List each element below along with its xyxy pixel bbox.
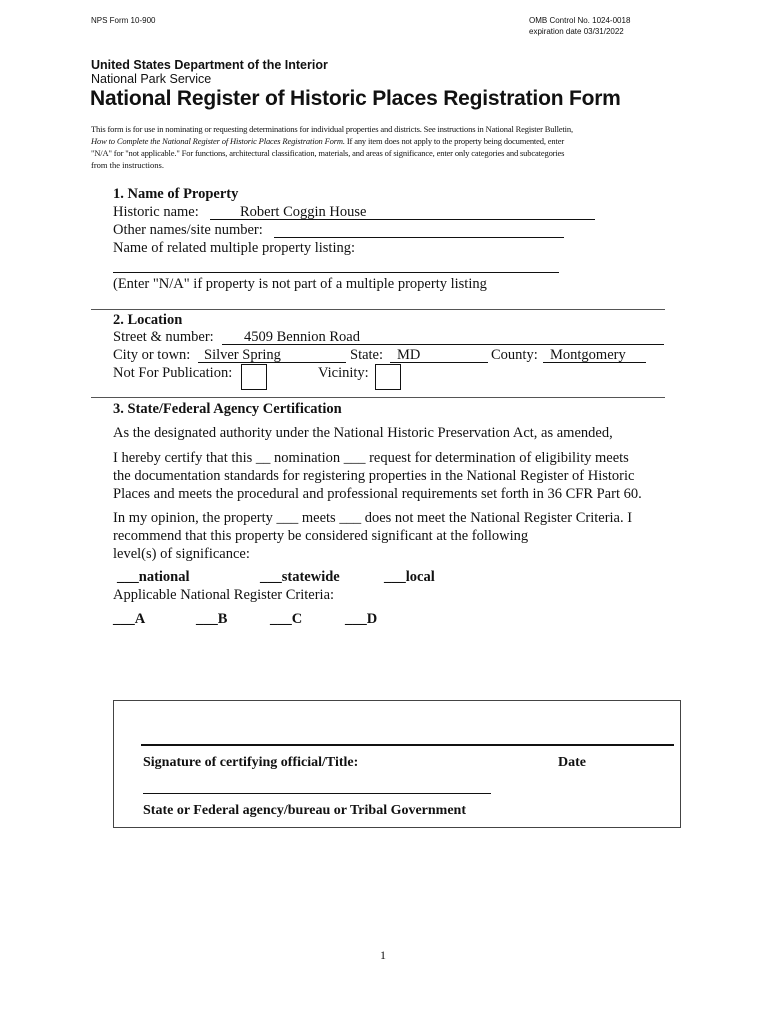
intro-line-2-rest: If any item does not apply to the property being documented, enter	[344, 136, 565, 146]
certification-line-1: I hereby certify that this __ nomination ___ request for determination of eligibility meets	[113, 450, 629, 466]
na-note: (Enter "N/A" if property is not part of a multiple property listing	[113, 276, 487, 292]
multiple-listing-field[interactable]	[113, 272, 559, 273]
state-value[interactable]: MD	[397, 347, 421, 363]
criteria-b[interactable]: ___B	[196, 611, 228, 627]
section-divider	[91, 397, 665, 398]
historic-name-value[interactable]: Robert Coggin House	[240, 204, 367, 220]
date-label: Date	[558, 755, 586, 770]
not-for-publication-label: Not For Publication:	[113, 365, 233, 381]
multiple-listing-label: Name of related multiple property listing:	[113, 240, 356, 256]
state-label: State:	[350, 347, 384, 363]
criteria-c[interactable]: ___C	[270, 611, 303, 627]
level-national[interactable]: ___national	[117, 569, 190, 585]
omb-control-number: OMB Control No. 1024-0018	[529, 16, 631, 25]
level-local[interactable]: ___local	[384, 569, 435, 585]
opinion-line-2: recommend that this property be considered significant at the following	[113, 528, 529, 544]
signature-label: Signature of certifying official/Title:	[143, 755, 359, 770]
intro-line-1: This form is for use in nominating or requesting determinations for individual properties and districts. See instructions in National Register Bulletin,	[91, 124, 573, 134]
county-label: County:	[491, 347, 538, 363]
city-label: City or town:	[113, 347, 191, 363]
signature-line[interactable]	[141, 744, 674, 746]
section-3-heading: 3. State/Federal Agency Certification	[113, 401, 342, 417]
section-1-heading: 1. Name of Property	[113, 186, 239, 202]
street-label: Street & number:	[113, 329, 214, 345]
criteria-a[interactable]: ___A	[113, 611, 146, 627]
criteria-d[interactable]: ___D	[345, 611, 378, 627]
expiration-date: expiration date 03/31/2022	[529, 27, 624, 36]
section-2-heading: 2. Location	[113, 312, 183, 328]
intro-line-4: from the instructions.	[91, 160, 164, 170]
other-names-label: Other names/site number:	[113, 222, 263, 238]
page-title: National Register of Historic Places Registration Form	[90, 87, 621, 110]
agency-line[interactable]	[143, 793, 491, 794]
agency-label: State or Federal agency/bureau or Tribal Government	[143, 803, 467, 818]
page-number: 1	[380, 948, 386, 962]
street-value[interactable]: 4509 Bennion Road	[244, 329, 360, 345]
bulletin-title: How to Complete the National Register of Historic Places Registration Form.	[91, 136, 345, 146]
section-divider	[91, 309, 665, 310]
criteria-label: Applicable National Register Criteria:	[113, 587, 335, 603]
intro-line-3: "N/A" for "not applicable." For functions, architectural classification, materials, and areas of significance, enter only categories and subcategories	[91, 148, 565, 158]
department-name: United States Department of the Interior	[91, 58, 328, 72]
opinion-line-1: In my opinion, the property ___ meets ___ does not meet the National Register Criteria. I	[113, 510, 633, 526]
certification-line-3: Places and meets the procedural and professional requirements set forth in 36 CFR Part 60.	[113, 486, 642, 502]
form-number: NPS Form 10-900	[91, 16, 156, 25]
city-value[interactable]: Silver Spring	[204, 347, 281, 363]
vicinity-checkbox[interactable]	[375, 364, 401, 390]
level-statewide[interactable]: ___statewide	[260, 569, 340, 585]
county-value[interactable]: Montgomery	[550, 347, 626, 363]
authority-statement: As the designated authority under the National Historic Preservation Act, as amended,	[113, 425, 613, 441]
intro-line-2	[91, 136, 564, 146]
other-names-field[interactable]	[274, 237, 564, 238]
vicinity-label: Vicinity:	[318, 365, 369, 381]
historic-name-label: Historic name:	[113, 204, 199, 220]
service-name: National Park Service	[91, 72, 212, 86]
opinion-line-3: level(s) of significance:	[113, 546, 250, 562]
not-for-publication-checkbox[interactable]	[241, 364, 267, 390]
certification-line-2: the documentation standards for registering properties in the National Register of Historic	[113, 468, 635, 484]
